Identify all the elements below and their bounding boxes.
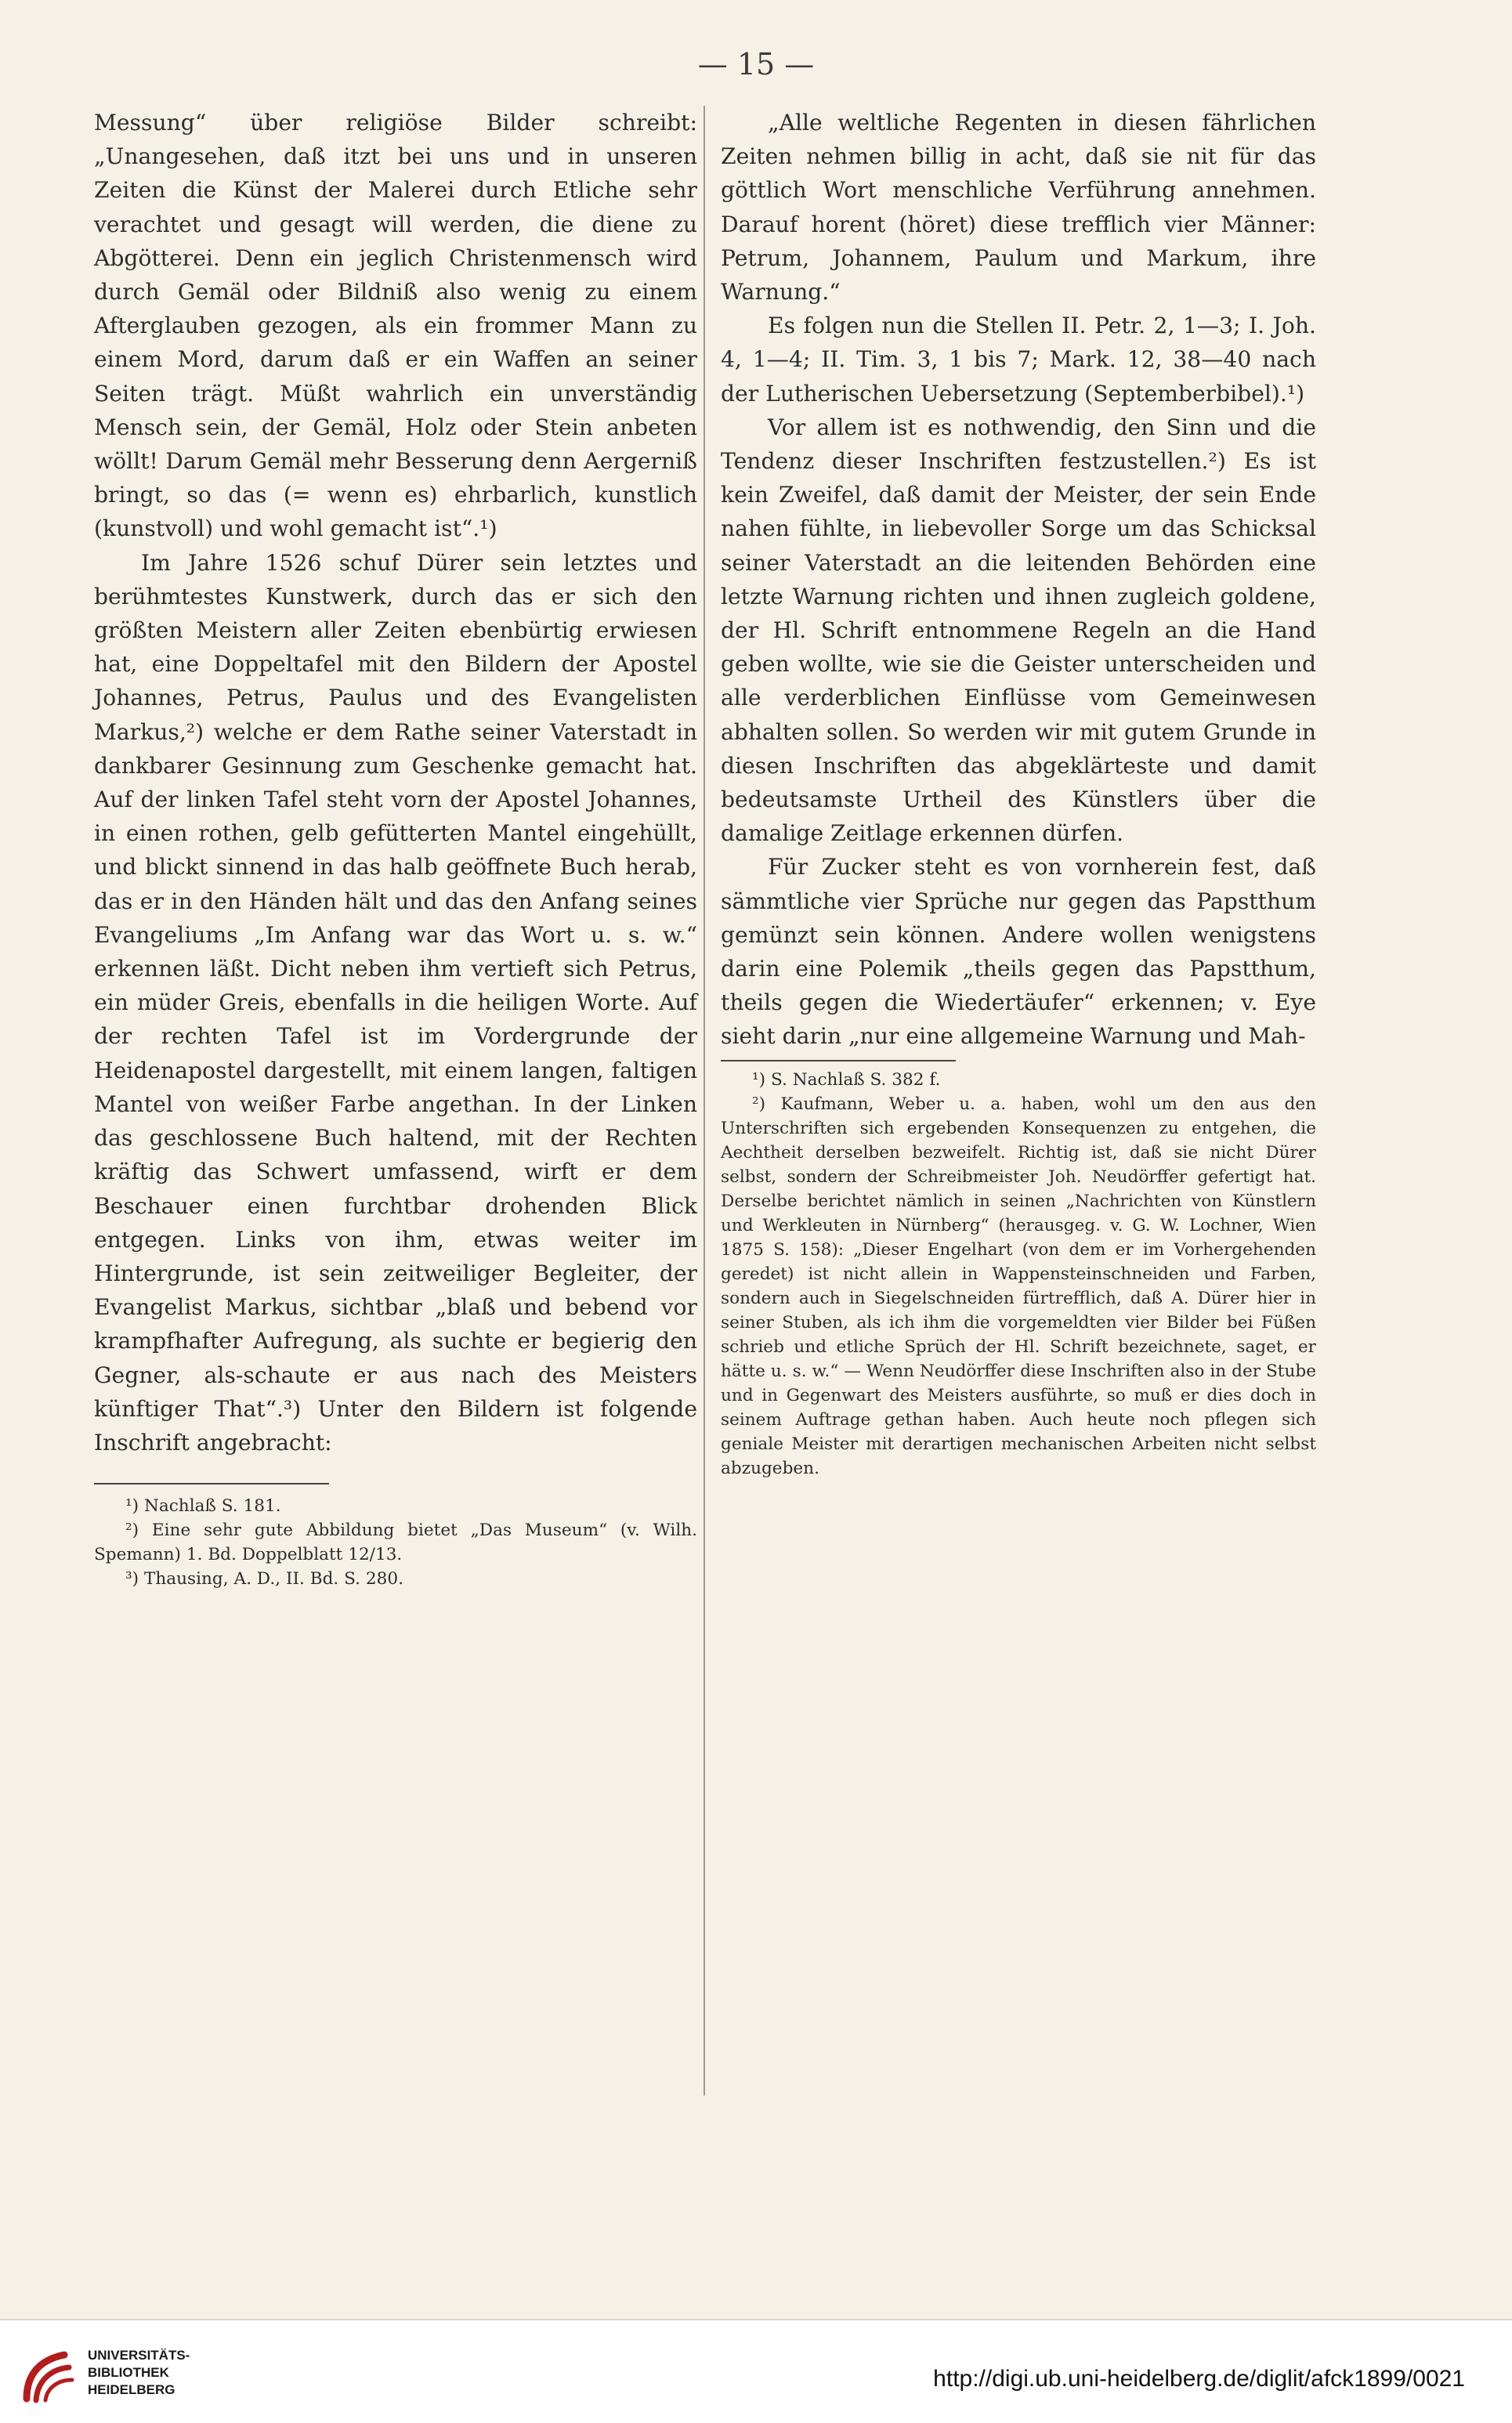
left-paragraph: Messung“ über religiöse Bilder schreibt: „Unangesehen, daß itzt bei uns und in unseren Zeiten die Künst der Malerei durch Etliche sehr verachtet und gesagt will werden, die diene zu Abgötterei. Denn ein jeglich Christenmensch wird durch Gemäl oder Bildniß also wenig zu einem Afterglauben gezogen, als ein frommer Mann zu einem Mord, darum daß er ein Waffen an seiner Seiten trägt. Müßt wahrlich ein unverständig Mensch sein, der Gemäl, Holz oder Stein anbeten wöllt! Darum Gemäl mehr Besserung denn Aergerniß bringt, so das (= wenn es) ehrbarlich, kunstlich (kunstvoll) und wohl gemacht ist“.¹) [94,110,697,542]
right-paragraph: „Alle weltliche Regenten in diesen fährlichen Zeiten nehmen billig in acht, daß sie nit für das göttlich Wort menschliche Verführung annehmen. Darauf horent (höret) diese trefflich vier Männer: Petrum, Johannem, Paulum und Markum, ihre Warnung.“ [721,110,1316,306]
footer-bar [0,2319,1512,2423]
footnote: ²) Eine sehr gute Abbildung bietet „Das Museum“ (v. Wilh. Spemann) 1. Bd. Doppelblatt 12/13. [94,1521,697,1565]
column-divider [704,106,705,2096]
university-library-logo [17,2344,80,2407]
library-name-line: HEIDELBERG [88,2382,175,2397]
footnote: ²) Kaufmann, Weber u. a. haben, wohl um den aus den Unterschriften sich ergebenden Konsequenzen zu entgehen, die Aechtheit derselben bezweifelt. Richtig ist, daß sie nicht Dürer selbst, sondern der Schreibmeister Joh. Neudörffer gefertigt hat. Derselbe berichtet nämlich in seinen „Nachrichten von Künstlern und Werkleuten in Nürnberg“ (herausgeg. v. G. W. Lochner, Wien 1875 S. 158): „Dieser Engelhart (von dem er im Vorhergehenden geredet) ist nicht allein in Wappensteinschneiden und Farben, sondern auch in Siegelschneiden fürtrefflich, daß A. Dürer hier in seiner Stuben, als ich ihm die vorgemeldten vier Bilder bei Füßen schrieb und etliche Sprüch der Hl. Schrift bezeichnete, saget, er hätte u. s. w.“ — Wenn Neudörffer diese Inschriften also in der Stube und in Gegenwart des Meisters ausführte, so muß er dies doch in seinem Auftrage gethan haben. Auch heute noch pflegen sich geniale Meister mit derartigen mechanischen Arbeiten nicht selbst abzugeben. [721,1094,1316,1478]
footnote: ¹) S. Nachlaß S. 382 f. [752,1069,941,1090]
right-column [721,106,1316,1481]
library-name [88,2347,190,2399]
footnote: ³) Thausing, A. D., II. Bd. S. 280. [125,1569,403,1589]
left-column [94,106,697,1591]
library-name-line: UNIVERSITÄTS- [88,2348,190,2363]
right-paragraph: Für Zucker steht es von vornherein fest, daß sämmtliche vier Sprüche nur gegen das Papstthum gemünzt sein können. Andere wollen wenigstens darin eine Polemik „theils gegen das Papstthum, theils gegen die Wiedertäufer“ erkennen; v. Eye sieht darin „nur eine allgemeine Warnung und Mah- [721,854,1316,1050]
footnote-divider [94,1483,329,1485]
footnote: ¹) Nachlaß S. 181. [125,1496,281,1517]
right-paragraph: Es folgen nun die Stellen II. Petr. 2, 1—3; I. Joh. 4, 1—4; II. Tim. 3, 1 bis 7; Mark. 12, 38—40 nach der Lutherischen Uebersetzung (Septemberbibel).¹) [721,313,1316,407]
right-paragraph: Vor allem ist es nothwendig, den Sinn und die Tendenz dieser Inschriften festzustellen.²) Es ist kein Zweifel, daß damit der Meister, der sein Ende nahen fühlte, in liebevoller Sorge um das Schicksal seiner Vaterstadt an die leitenden Behörden eine letzte Warnung richten und ihnen zugleich goldene, der Hl. Schrift entnommene Regeln an die Hand geben wollte, wie sie die Geister unterscheiden und alle verderblichen Einflüsse vom Gemeinwesen abhalten sollen. So werden wir mit gutem Grunde in diesen Inschriften das abgeklärteste und damit bedeutsamste Urtheil des Künstlers über die damalige Zeitlage erkennen dürfen. [721,414,1316,847]
footnote-divider [721,1060,956,1061]
page-number: — 15 — [697,47,815,81]
left-paragraph: Im Jahre 1526 schuf Dürer sein letztes und berühmtestes Kunstwerk, durch das er sich den größten Meistern aller Zeiten ebenbürtig erwiesen hat, eine Doppeltafel mit den Bildern der Apostel Johannes, Petrus, Paulus und des Evangelisten Markus,²) welche er dem Rathe seiner Vaterstadt in dankbarer Gesinnung zum Geschenke gemacht hat. Auf der linken Tafel steht vorn der Apostel Johannes, in einen rothen, gelb gefütterten Mantel eingehüllt, und blickt sinnend in das halb geöffnete Buch herab, das er in den Händen hält und das den Anfang seines Evangeliums „Im Anfang war das Wort u. s. w.“ erkennen läßt. Dicht neben ihm vertieft sich Petrus, ein müder Greis, ebenfalls in die heiligen Worte. Auf der rechten Tafel ist im Vordergrunde der Heidenapostel dargestellt, mit einem langen, faltigen Mantel von weißer Farbe angethan. In der Linken das geschlossene Buch haltend, mit der Rechten kräftig das Schwert umfassend, wirft er dem Beschauer einen furchtbar drohenden Blick entgegen. Links von ihm, etwas weiter im Hintergrunde, ist sein zeitweiliger Begleiter, der Evangelist Markus, sichtbar „blaß und bebend vor krampfhafter Aufregung, als suchte er begierig den Gegner, als-schaute er aus nach des Meisters künftiger That“.³) Unter den Bildern ist folgende Inschrift angebracht: [94,549,697,1456]
source-url-link[interactable]: http://digi.ub.uni-heidelberg.de/diglit/afck1899/0021 [933,2366,1465,2392]
library-name-line: BIBLIOTHEK [88,2365,169,2380]
